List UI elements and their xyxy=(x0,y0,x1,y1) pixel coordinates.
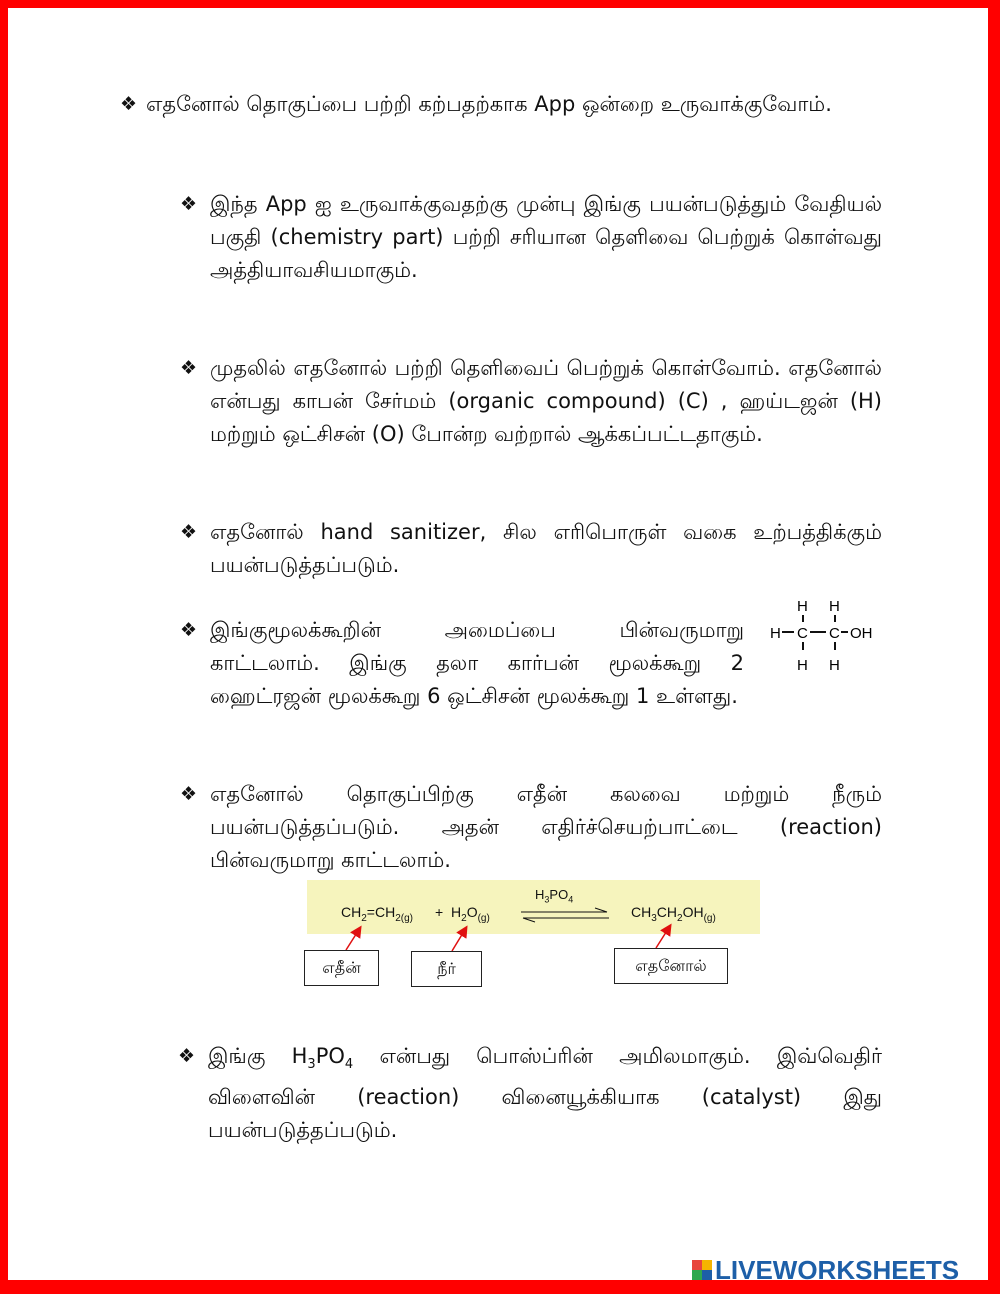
paragraph-intro: எதனோல் தொகுப்பை பற்றி கற்பதற்காக App ஒன்றை உருவாக்குவோம். xyxy=(146,92,832,116)
paragraph-ethanol-uses: எதனோல் hand sanitizer, சில எரிபொருள் வகை உற்பத்திக்கும் பயன்படுத்தப்படும். xyxy=(210,520,882,577)
water-formula: $H_2O_{(g)}$ xyxy=(451,904,490,924)
label-water: நீர் xyxy=(411,951,482,987)
plus-sign: + xyxy=(435,904,444,920)
atom-c: C xyxy=(829,625,840,642)
paragraph-molecule-structure: இங்குமூலக்கூறின் அமைப்பை பின்வருமாறு காட்டலாம். இங்கு தலா கார்பன் மூலக்கூறு 2 ஹைட்ரஜன் மூலக்கூறு 6 ஒட்சிசன் மூலக்கூறு 1 உள்ளது. xyxy=(210,618,744,708)
atom-h: H xyxy=(829,598,840,615)
liveworksheets-logo xyxy=(692,1256,959,1284)
liveworksheets-logo-icon xyxy=(692,1260,712,1280)
bullet-icon: ❖ xyxy=(180,357,198,379)
atom-h: H xyxy=(797,598,808,615)
bullet-icon: ❖ xyxy=(120,93,138,115)
paragraph-catalyst: இங்கு $H_3PO_4$ என்பது பொஸ்ப்ரின் அமிலமாகும். இவ்வெதிர் விளைவின் (reaction) வினையூக்கியாக (catalyst) இது பயன்படுத்தப்படும். xyxy=(208,1044,882,1143)
catalyst-formula: $H_3PO_4$ xyxy=(535,887,574,905)
atom-oh: OH xyxy=(850,625,873,642)
ethanol-structure-diagram xyxy=(766,592,886,682)
atom-c: C xyxy=(797,625,808,642)
paragraph-ethanol-composition: முதலில் எதனோல் பற்றி தெளிவைப் பெற்றுக் கொள்வோம். எதனோல் என்பது காபன் சேர்மம் (organic compound) (C) , ஹய்டஜன் (H) மற்றும் ஒட்சிசன் (O) போன்ற வற்றால் ஆக்கப்பட்டதாகும். xyxy=(210,356,882,446)
label-ethanol: எதனோல் xyxy=(614,948,728,984)
paragraph-chemistry-part: இந்த App ஐ உருவாக்குவதற்கு முன்பு இங்கு பயன்படுத்தும் வேதியல் பகுதி (chemistry part) பற்றி சரியான தெளிவை பெற்றுக் கொள்வது அத்தியாவசியமாகும். xyxy=(210,192,882,282)
atom-h: H xyxy=(797,657,808,674)
logo-text: LIVEWORKSHEETS xyxy=(715,1254,960,1285)
bullet-icon: ❖ xyxy=(178,1045,196,1067)
bullet-icon: ❖ xyxy=(180,619,198,641)
paragraph-ethanol-synthesis: எதனோல் தொகுப்பிற்கு எதீன் கலவை மற்றும் நீரும் பயன்படுத்தப்படும். அதன் எதிர்ச்செயற்பாட்டை (reaction) பின்வருமாறு காட்டலாம். xyxy=(210,782,882,872)
bullet-icon: ❖ xyxy=(180,521,198,543)
bullet-icon: ❖ xyxy=(180,193,198,215)
label-ethene: எதீன் xyxy=(304,950,379,986)
atom-h: H xyxy=(770,625,781,642)
ethanol-formula: $CH_3CH_2OH_{(g)}$ xyxy=(631,904,716,924)
equilibrium-arrow-icon xyxy=(517,904,613,926)
bullet-icon: ❖ xyxy=(180,783,198,805)
atom-h: H xyxy=(829,657,840,674)
reaction-equation xyxy=(307,880,760,934)
ethene-formula: $CH_2=CH_{2(g)}$ xyxy=(341,904,413,924)
